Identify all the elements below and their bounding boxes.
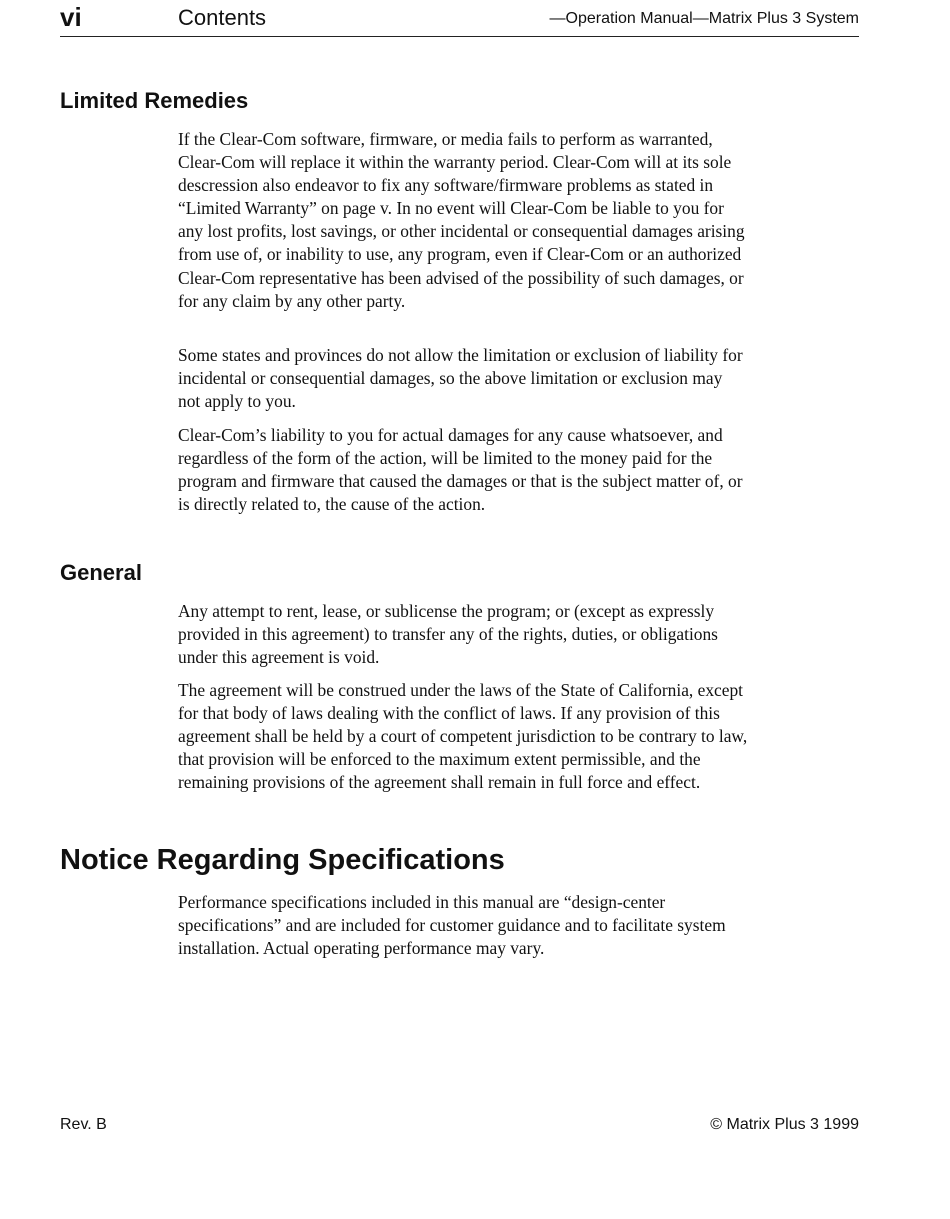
paragraph-limited-remedies-3: Clear-Com’s liability to you for actual damages for any cause whatsoever, and regardless of the form of the action, will be limited to the money paid for the program and firmware that caused the damages or that is the subject matter of, or is directly related to, the cause of the action. <box>178 425 743 515</box>
paragraph-specifications: Performance specifications included in this manual are “design-center specifications” and are included for customer guidance and to facilitate system installation. Actual operating performance may vary. <box>178 892 726 959</box>
header-section-name: Contents <box>178 5 267 30</box>
heading-notice-regarding-specifications: Notice Regarding Specifications <box>60 844 505 876</box>
paragraph-limited-remedies-1: If the Clear-Com software, firmware, or media fails to perform as warranted, Clear-Com will replace it within the warranty period. Clear-Com will at its sole descression also endeavor to fix any software/firmware problems as stated in “Limited Warranty” on page v. In no event will Clear-Com be liable to you for any lost profits, lost savings, or other incidental or consequential damages arising from use of, or inability to use, any program, even if Clear-Com or an authorized Clear-Com representative has been advised of the possibility of such damages, or for any claim by any other party. <box>178 129 745 311</box>
paragraph-general-1: Any attempt to rent, lease, or sublicense the program; or (except as expressly provided in this agreement) to transfer any of the rights, duties, or obligations under this agreement is void. <box>178 601 718 668</box>
page-number: vi <box>60 2 82 32</box>
footer-revision: Rev. B <box>60 1116 107 1133</box>
heading-general: General <box>60 560 142 585</box>
heading-limited-remedies: Limited Remedies <box>60 88 249 113</box>
header-manual-title: —Operation Manual—Matrix Plus 3 System <box>549 10 859 27</box>
paragraph-general-2: The agreement will be construed under the laws of the State of California, except for that body of laws dealing with the conflict of laws. If any provision of this agreement shall be held by a court of competent jurisdiction to be contrary to law, that provision will be enforced to the maximum extent permissible, and the remaining provisions of the agreement shall remain in full force and effect. <box>178 680 748 793</box>
footer-copyright: © Matrix Plus 3 1999 <box>710 1116 859 1133</box>
page-header <box>60 0 859 37</box>
paragraph-limited-remedies-2: Some states and provinces do not allow the limitation or exclusion of liability for incidental or consequential damages, so the above limitation or exclusion may not apply to you. <box>178 345 743 412</box>
